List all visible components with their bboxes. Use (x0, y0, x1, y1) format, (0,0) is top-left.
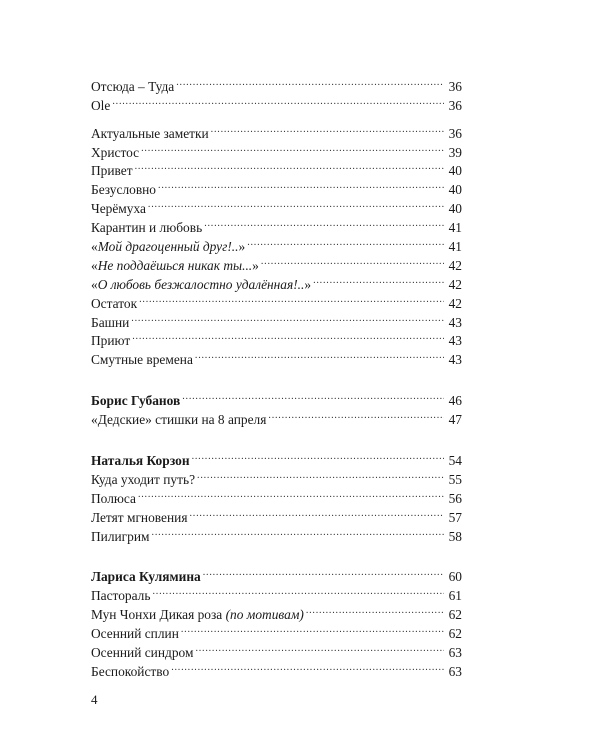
leader-dots (182, 386, 444, 405)
toc-page-number: 62 (448, 626, 462, 642)
leader-dots (313, 270, 444, 289)
toc-page-number: 63 (448, 645, 462, 661)
toc-author-name: Лариса Кулямина (91, 569, 201, 585)
toc-entry-title: «Дедские» стишки на 8 апреля (91, 412, 267, 428)
leader-dots (195, 345, 444, 364)
toc-page-number: 61 (448, 588, 462, 604)
toc-page-number: 58 (448, 528, 462, 544)
toc-entry-title: Отсюда – Туда (91, 78, 175, 94)
toc-page-number: 41 (448, 220, 462, 236)
toc-entry (91, 157, 462, 179)
toc-entry (91, 345, 462, 368)
toc-author-name: Наталья Корзон (91, 453, 190, 469)
toc-entry (91, 213, 462, 236)
toc-entry-title: Осенний синдром (91, 645, 194, 661)
toc-page-number: 40 (448, 201, 462, 217)
toc-author-name: Борис Губанов (91, 393, 181, 409)
leader-dots (195, 638, 444, 657)
toc-entry-title: Карантин и любовь (91, 220, 203, 236)
toc-entry-title: «Не поддаёшься никак ты...» (91, 257, 259, 273)
toc-page-number: 40 (448, 182, 462, 198)
toc-entry (91, 503, 462, 525)
toc-entry-title: Беспокойство (91, 663, 170, 679)
toc-entry (91, 138, 462, 160)
table-of-contents (91, 72, 462, 679)
leader-dots (211, 119, 444, 138)
toc-entry-title: Летят мгновения (91, 509, 188, 525)
toc-entry (91, 91, 462, 113)
toc-entry-title: Актуальные заметки (91, 125, 209, 141)
toc-entry (91, 119, 462, 141)
leader-dots (132, 327, 444, 346)
toc-entry-title: «Мой драгоценный друг!..» (91, 239, 246, 255)
leader-dots (197, 465, 444, 484)
toc-entry-title: Безусловно (91, 182, 157, 198)
toc-entry-title: Мун Чонхи Дикая роза (по мотивам) (91, 607, 304, 623)
leader-dots (158, 175, 444, 194)
toc-entry-title: Остаток (91, 295, 138, 311)
toc-entry-title: Пилигрим (91, 528, 150, 544)
toc-entry-title: Пастораль (91, 588, 151, 604)
toc-page-number: 40 (448, 163, 462, 179)
leader-dots (148, 194, 444, 213)
leader-dots (171, 657, 444, 676)
leader-dots (189, 503, 444, 522)
leader-dots (131, 308, 444, 327)
toc-author-entry (91, 386, 462, 409)
toc-page-number: 42 (448, 295, 462, 311)
toc-entry-title: Осенний сплин (91, 626, 179, 642)
toc-page-number: 43 (448, 352, 462, 368)
leader-dots (306, 600, 444, 619)
toc-entry-title: Полюса (91, 490, 136, 506)
toc-author-entry (91, 563, 462, 585)
toc-entry-title: Привет (91, 163, 133, 179)
leader-dots (247, 232, 444, 251)
toc-author-entry (91, 446, 462, 469)
leader-dots (181, 619, 444, 638)
leader-dots (204, 213, 444, 232)
toc-page-number: 47 (448, 412, 462, 428)
toc-entry-title: Башни (91, 314, 130, 330)
leader-dots (152, 581, 444, 600)
toc-entry-title: Черёмуха (91, 201, 146, 217)
toc-entry-title: Ole (91, 97, 111, 113)
toc-page-number: 39 (448, 144, 462, 160)
page-number: 4 (91, 692, 98, 707)
toc-page-number: 54 (448, 453, 462, 469)
toc-entry-title: «О любовь безжалостно удалённая!..» (91, 276, 312, 292)
leader-dots (192, 446, 444, 465)
leader-dots (203, 563, 444, 582)
toc-entry (91, 175, 462, 198)
leader-dots (138, 484, 444, 503)
toc-entry (91, 327, 462, 349)
toc-page-number: 36 (448, 125, 462, 141)
toc-page-number: 41 (448, 239, 462, 255)
toc-entry (91, 72, 462, 94)
leader-dots (139, 289, 444, 308)
toc-entry (91, 308, 462, 330)
toc-page-number: 36 (448, 78, 462, 94)
toc-page-number: 43 (448, 333, 462, 349)
toc-entry-title: Смутные времена (91, 352, 193, 368)
toc-page-number: 46 (448, 393, 462, 409)
toc-page-number: 62 (448, 607, 462, 623)
leader-dots (152, 522, 444, 541)
toc-page-number: 56 (448, 490, 462, 506)
toc-page-number: 42 (448, 257, 462, 273)
leader-dots (112, 91, 444, 110)
leader-dots (268, 405, 444, 424)
toc-entry-title: Христос (91, 144, 140, 160)
toc-page-number: 43 (448, 314, 462, 330)
toc-entry-title: Куда уходит путь? (91, 471, 196, 487)
toc-page-number: 42 (448, 276, 462, 292)
leader-dots (135, 157, 444, 176)
toc-entry (91, 484, 462, 506)
toc-page-number: 63 (448, 663, 462, 679)
toc-page-number: 57 (448, 509, 462, 525)
toc-page-number: 55 (448, 471, 462, 487)
leader-dots (141, 138, 444, 157)
leader-dots (261, 251, 444, 270)
toc-entry (91, 289, 462, 311)
leader-dots (176, 72, 444, 91)
toc-page-number: 60 (448, 569, 462, 585)
toc-entry-title: Приют (91, 333, 131, 349)
toc-page-number: 36 (448, 97, 462, 113)
